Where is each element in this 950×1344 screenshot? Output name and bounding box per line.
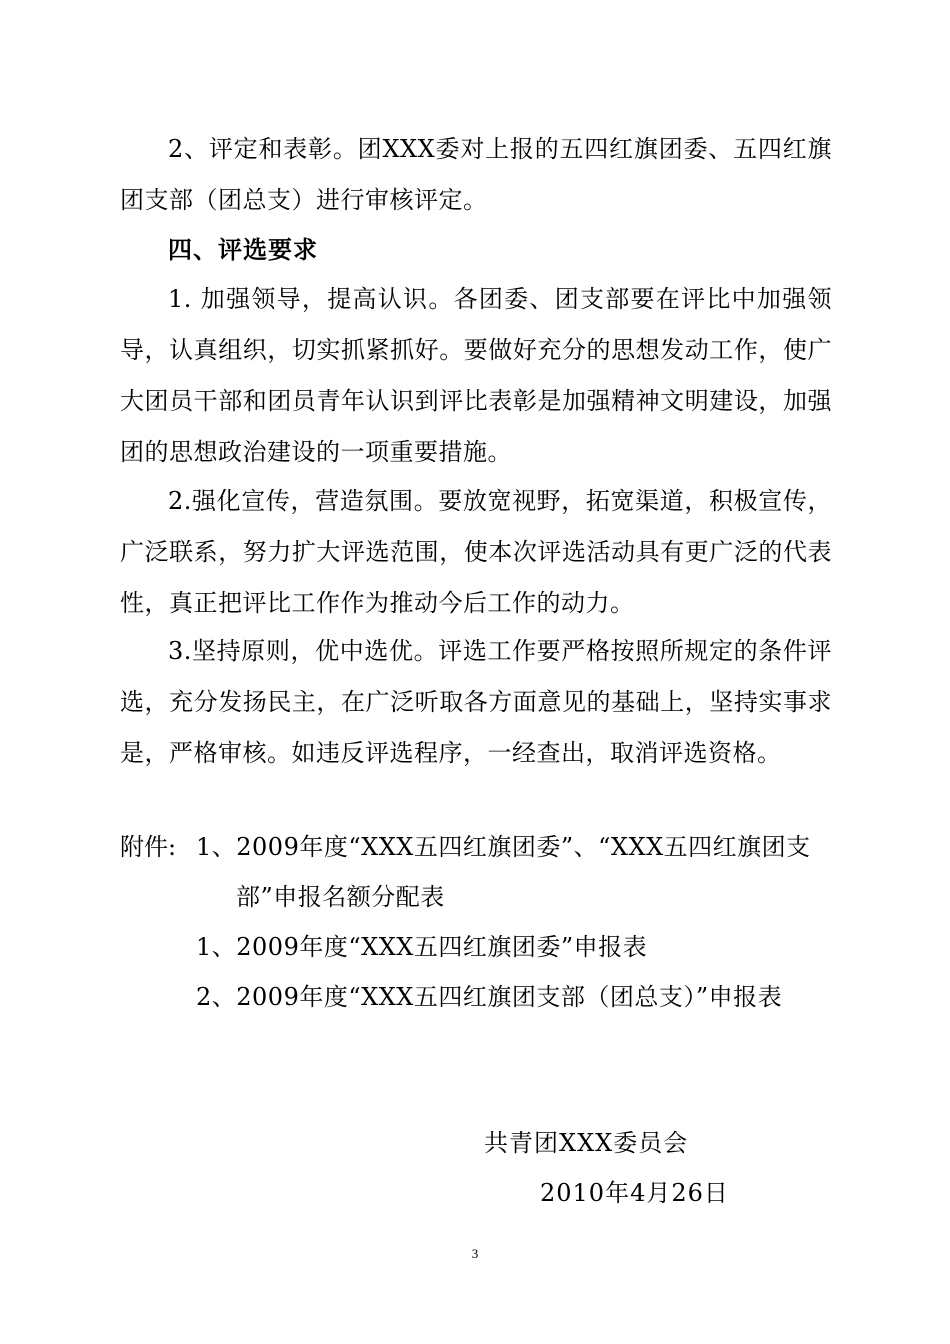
requirement-1-paragraph: 1. 加强领导，提高认识。各团委、团支部要在评比中加强领导，认真组织，切实抓紧抓好。要做好充分的思想发动工作，使广大团员干部和团员青年认识到评比表彰是加强精神文明建设，加强团的思想政治建设的一项重要措施。 [120, 285, 832, 466]
attachments-label: 附件: [120, 833, 177, 861]
section-heading-requirements: 四、评选要求 [168, 235, 318, 264]
attachment-2: 1、2009年度“XXX五四红旗团委”申报表 [196, 933, 648, 961]
attachment-3: 2、2009年度“XXX五四红旗团支部（团总支）”申报表 [196, 983, 783, 1011]
signature-organization: 共青团XXX委员会 [484, 1129, 689, 1157]
requirement-2-paragraph: 2.强化宣传，营造氛围。要放宽视野，拓宽渠道，积极宣传，广泛联系，努力扩大评选范围，使本次评选活动具有更广泛的代表性，真正把评比工作作为推动今后工作的动力。 [120, 487, 832, 617]
page-number: 3 [471, 1246, 479, 1261]
attachment-1-line-2: 部”申报名额分配表 [236, 883, 445, 911]
requirement-3-paragraph: 3.坚持原则，优中选优。评选工作要严格按照所规定的条件评选，充分发扬民主，在广泛听取各方面意见的基础上，坚持实事求是，严格审核。如违反评选程序，一经查出，取消评选资格。 [120, 637, 832, 767]
signature-date: 2010年4月26日 [540, 1179, 729, 1207]
paragraph-review-and-commendation: 2、评定和表彰。团XXX委对上报的五四红旗团委、五四红旗团支部（团总支）进行审核评定。 [120, 135, 832, 214]
attachment-1-line-1: 1、2009年度“XXX五四红旗团委”、“XXX五四红旗团支 [196, 833, 811, 861]
